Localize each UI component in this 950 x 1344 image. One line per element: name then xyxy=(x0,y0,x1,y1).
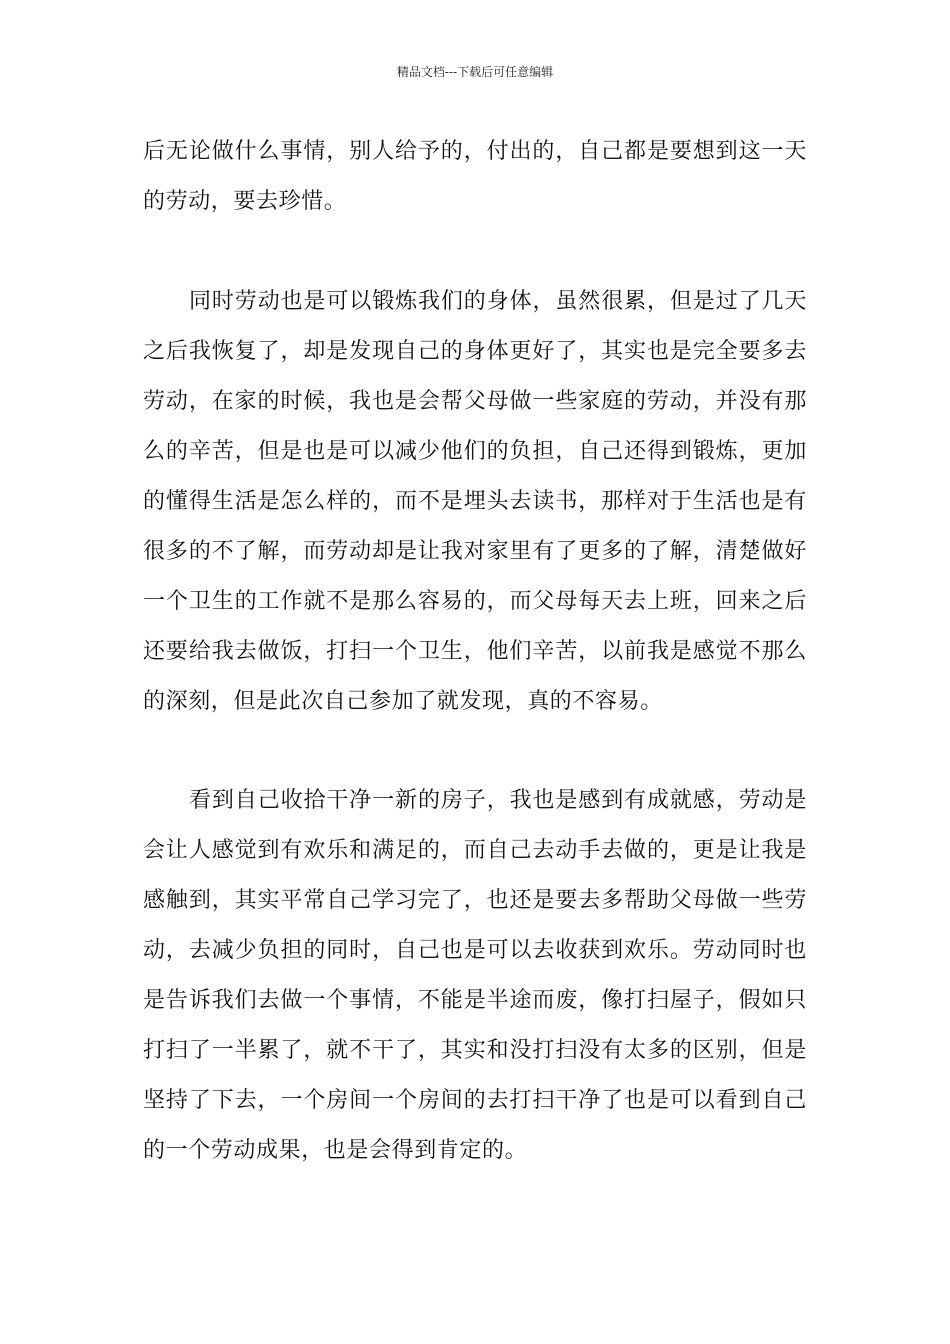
body-paragraph-3: 看到自己收拾干净一新的房子，我也是感到有成就感，劳动是会让人感觉到有欢乐和满足的，而自己去动手去做的，更是让我是感触到，其实平常自己学习完了，也还是要去多帮助父母做一些劳动，去减少负担的同时，自己也是可以去收获到欢乐。劳动同时也是告诉我们去做一个事情，不能是半途而废，像打扫屋子，假如只打扫了一半累了，就不干了，其实和没打扫没有太多的区别，但是坚持了下去，一个房间一个房间的去打扫干净了也是可以看到自己的一个劳动成果，也是会得到肯定的。 xyxy=(143,788,807,1163)
page-header: 精品文档---下载后可任意编辑 xyxy=(396,65,554,79)
body-paragraph-2: 同时劳动也是可以锻炼我们的身体，虽然很累，但是过了几天之后我恢复了，却是发现自己的身体更好了，其实也是完全要多去劳动，在家的时候，我也是会帮父母做一些家庭的劳动，并没有那么的辛苦，但是也是可以减少他们的负担，自己还得到锻炼，更加的懂得生活是怎么样的，而不是埋头去读书，那样对于生活也是有很多的不了解，而劳动却是让我对家里有了更多的了解，清楚做好一个卫生的工作就不是那么容易的，而父母每天去上班，回来之后还要给我去做饭，打扫一个卫生，他们辛苦，以前我是感觉不那么的深刻，但是此次自己参加了就发现，真的不容易。 xyxy=(143,289,807,714)
body-paragraph-1: 后无论做什么事情，别人给予的，付出的，自己都是要想到这一天的劳动，要去珍惜。 xyxy=(143,139,807,214)
